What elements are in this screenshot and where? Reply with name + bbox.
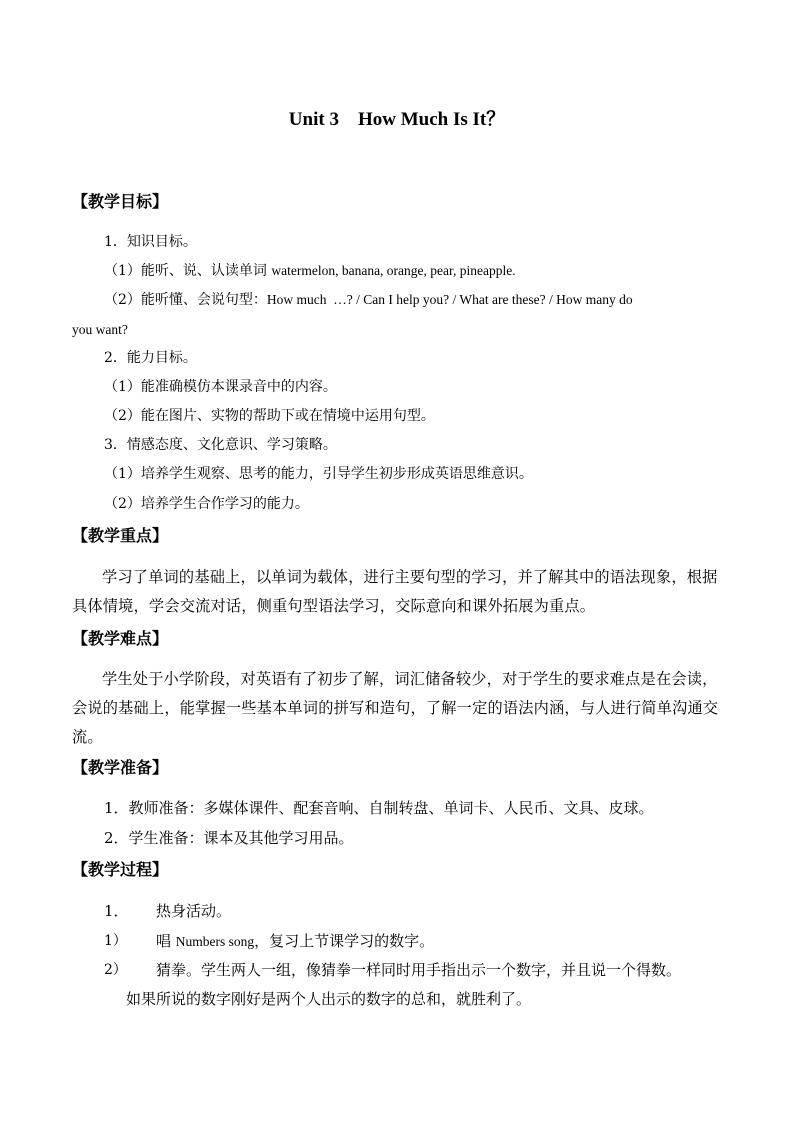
sub-step-2-cont: 如果所说的数字刚好是两个人出示的数字的总和，就胜利了。 xyxy=(126,990,532,1008)
knowledge-item-2 xyxy=(104,290,633,310)
key-points-text: 学习了单词的基础上，以单词为载体，进行主要句型的学习，并了解其中的语法现象，根据具体情境，学会交流对话，侧重句型语法学习，交际意向和课外拓展为重点。 xyxy=(72,568,718,615)
teacher-preparation: 1．教师准备：多媒体课件、配套音响、自制转盘、单词卡、人民币、文具、皮球。 xyxy=(104,799,654,817)
preparation-heading: 【教学准备】 xyxy=(72,758,169,777)
knowledge-item-2-sentences: How much …? / Can I help you? / What are these? / How many do xyxy=(266,292,633,307)
sub-step-1-song: Numbers song xyxy=(175,934,255,949)
key-points-heading: 【教学重点】 xyxy=(72,526,169,545)
step-1-text: 热身活动。 xyxy=(156,902,232,920)
objectives-heading: 【教学目标】 xyxy=(72,192,169,211)
sub-step-2-text: 猜拳。学生两人一组，像猜拳一样同时用手指出示一个数字，并且说一个得数。 xyxy=(156,961,682,979)
emotion-item-2: （2）培养学生合作学习的能力。 xyxy=(104,496,309,512)
sub-step-1-number: 1） xyxy=(104,933,127,949)
process-heading: 【教学过程】 xyxy=(72,860,169,879)
knowledge-item-2-prefix: （2）能听懂、会说句型： xyxy=(104,292,267,308)
emotion-item-1: （1）培养学生观察、思考的能力，引导学生初步形成英语思维意识。 xyxy=(104,466,533,482)
difficulties-text: 学生处于小学阶段，对英语有了初步了解，词汇储备较少，对于学生的要求难点是在会读，会说的基础上，能掌握一些基本单词的拼写和造句，了解一定的语法内涵，与人进行简单沟通交流。 xyxy=(72,670,719,746)
knowledge-goal: 1．知识目标。 xyxy=(104,234,197,250)
student-preparation: 2．学生准备：课本及其他学习用品。 xyxy=(104,829,354,847)
step-1-number: 1． xyxy=(104,902,129,920)
ability-goal: 2．能力目标。 xyxy=(104,350,197,366)
emotion-goal: 3．情感态度、文化意识、学习策略。 xyxy=(104,437,337,453)
page-title: Unit 3 How Much Is It？ xyxy=(288,109,506,130)
knowledge-item-1-words: watermelon, banana, orange, pear, pineapple. xyxy=(271,263,516,278)
sub-step-2-number: 2） xyxy=(104,962,127,978)
ability-item-1: （1）能准确模仿本课录音中的内容。 xyxy=(104,379,337,395)
difficulties-heading: 【教学难点】 xyxy=(72,629,169,648)
ability-item-2: （2）能在图片、实物的帮助下或在情境中运用句型。 xyxy=(104,408,435,424)
knowledge-item-2-cont: you want? xyxy=(72,322,128,337)
sub-step-1-prefix: 唱 xyxy=(156,932,176,950)
knowledge-item-1-prefix: （1）能听、说、认读单词 xyxy=(104,263,272,279)
sub-step-1-text xyxy=(156,931,434,952)
knowledge-item-1 xyxy=(104,261,516,281)
sub-step-1-suffix: ，复习上节课学习的数字。 xyxy=(254,932,435,950)
